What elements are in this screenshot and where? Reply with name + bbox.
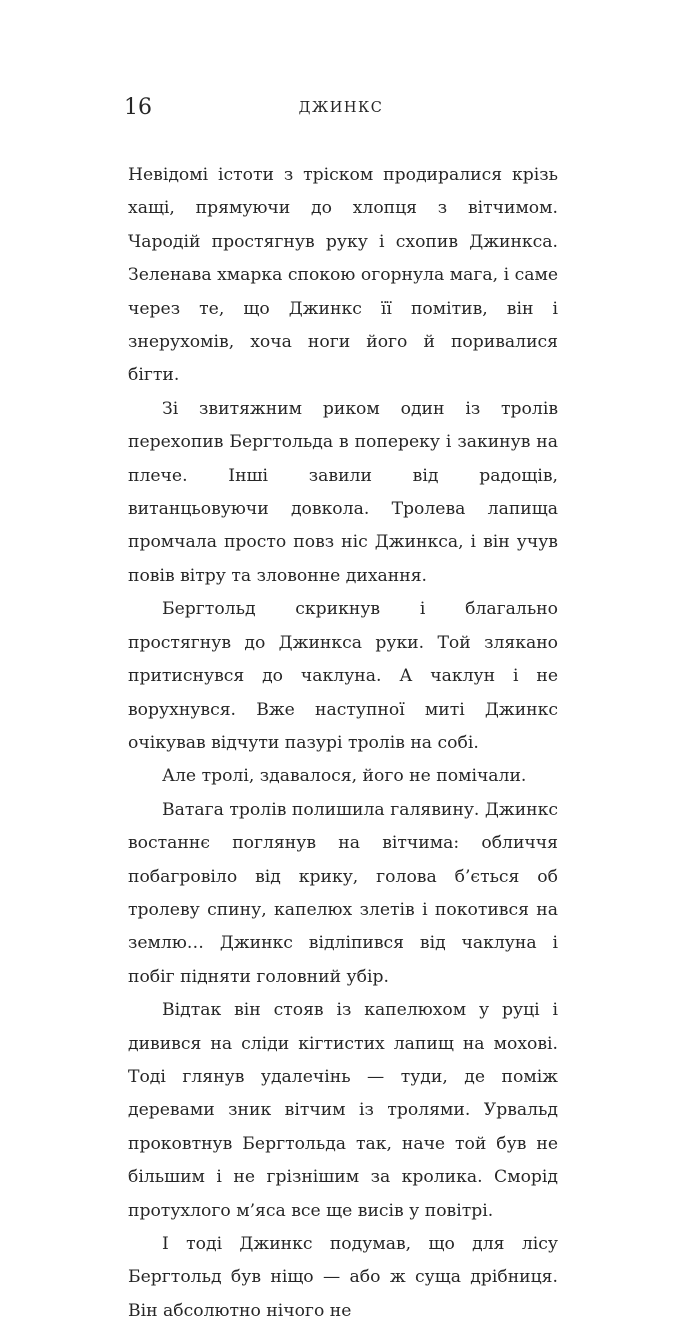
paragraph: Зі звитяжним риком один із тролів перехопив Бергтольда в попереку і закинув на плече. Інші завили від радощів, витанцьовуючи довкола. Тролева лапища промчала просто повз ніс Джинкса, і він учув повів вітру та зловонне дихання.	[128, 398, 558, 586]
paragraph: Відтак він стояв із капелюхом у руці і дивився на сліди кігтистих лапищ на мохові. Тоді глянув удалечінь — туди, де поміж деревами зник вітчим із тролями. Урвальд проковтнув Бергтольда так, наче той був не більшим і не грізнішим за кролика. Сморід протухлого м’яса все ще висів у повітрі.	[128, 1000, 558, 1221]
paragraph: Бергтольд скрикнув і благально простягнув до Джинкса руки. Той злякано притиснувся до чаклуна. А чаклун і не ворухнувся. Вже наступної миті Джинкс очікував відчути пазурі тролів на собі.	[128, 599, 558, 753]
paragraph: Ватага тролів полишила галявину. Джинкс востаннє поглянув на вітчима: обличчя побагровіло від крику, голова б’ється об тролеву спину, капелюх злетів і покотився на землю… Джинкс відліпився від чаклуна і побіг підняти головний убір.	[128, 799, 558, 987]
page-number: 16	[124, 95, 152, 120]
body-text	[128, 159, 558, 1328]
running-head: ДЖИНКС	[298, 100, 384, 116]
paragraph: Але тролі, здавалося, його не помічали.	[162, 766, 527, 787]
paragraph: Невідомі істоти з тріском продиралися крізь хащі, прямуючи до хлопця з вітчимом. Чародій простягнув руку і схопив Джинкса. Зеленава хмарка спокою огорнула мага, і саме через те, що Джинкс її помітив, він і знерухомів, хоча ноги його й поривалися бігти.	[128, 165, 558, 386]
paragraph: І тоді Джинкс подумав, що для лісу Бергтольд був ніщо — або ж суща дрібниця. Він абсолютно нічого не	[128, 1234, 558, 1321]
